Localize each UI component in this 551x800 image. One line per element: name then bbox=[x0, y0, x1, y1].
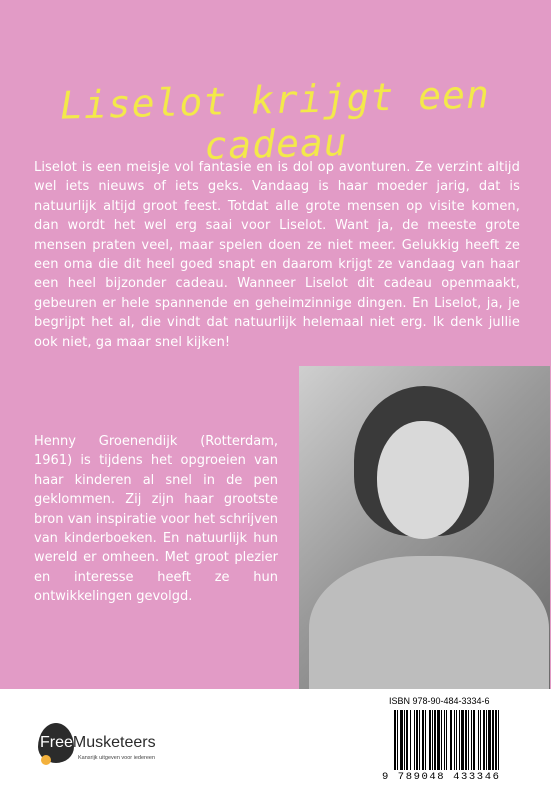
barcode-bar bbox=[456, 710, 457, 770]
book-blurb: Liselot is een meisje vol fantasie en is dol op avonturen. Ze verzint altijd wel iets nieuws of iets geks. Vandaag is haar moeder jarig, dat is natuurlijk altijd groot feest. Totdat alle grote mensen op visite komen, dan wordt het wel erg saai voor Liselot. Want ja, de meeste grote mensen praten veel, maar spelen doen ze niet meer. Gelukkig heeft ze een oma die dit heel goed snapt en daarom krijgt ze vandaag van haar een heel bijzonder cadeau. Wanneer Liselot dit cadeau openmaakt, gebeuren er hele spannende en geheimzinnige dingen. En Liselot, ja, je begrijpt het al, die vindt dat natuurlijk helemaal niet erg. Ik denk jullie ook niet, ga maar snel kijken! bbox=[34, 160, 520, 350]
barcode-bar bbox=[437, 710, 440, 770]
publisher-name-musketeers: Musketeers bbox=[72, 734, 156, 751]
publisher-name-free: Free bbox=[40, 734, 73, 751]
barcode-bar bbox=[406, 710, 408, 770]
barcode-bar bbox=[422, 710, 424, 770]
barcode-bar bbox=[480, 710, 481, 770]
publisher-name bbox=[40, 734, 156, 752]
barcode-bar bbox=[495, 710, 497, 770]
barcode-bar bbox=[471, 710, 472, 770]
barcode-bar bbox=[478, 710, 479, 770]
publisher-tagline: Kansrijk uitgeven voor iedereen bbox=[78, 755, 156, 761]
barcode-bar bbox=[425, 710, 426, 770]
barcode bbox=[382, 696, 542, 794]
barcode-bar bbox=[400, 710, 403, 770]
barcode-bar bbox=[468, 710, 469, 770]
barcode-bar bbox=[419, 710, 420, 770]
barcode-bar bbox=[414, 710, 415, 770]
publisher-dot-icon bbox=[41, 755, 51, 765]
barcode-bar bbox=[444, 710, 445, 770]
book-title: Liselot krijgt een cadeau bbox=[59, 72, 491, 168]
barcode-bar bbox=[486, 710, 487, 770]
barcode-bar bbox=[450, 710, 452, 770]
barcode-bar bbox=[488, 710, 491, 770]
author-photo-body bbox=[309, 556, 549, 689]
barcode-bar bbox=[473, 710, 475, 770]
barcode-bar bbox=[465, 710, 467, 770]
barcode-bar bbox=[498, 710, 499, 770]
barcode-bar bbox=[404, 710, 405, 770]
barcode-bar bbox=[397, 710, 398, 770]
author-photo-face bbox=[377, 421, 469, 539]
barcode-bar bbox=[483, 710, 485, 770]
barcode-bar bbox=[410, 710, 411, 770]
barcode-bar bbox=[461, 710, 464, 770]
barcode-bar bbox=[441, 710, 442, 770]
barcode-bar bbox=[492, 710, 494, 770]
barcode-bar bbox=[434, 710, 436, 770]
author-photo bbox=[299, 366, 550, 689]
barcode-number: 9 789048 433346 bbox=[382, 771, 501, 783]
barcode-bar bbox=[429, 710, 431, 770]
barcode-bar bbox=[446, 710, 447, 770]
barcode-bar bbox=[394, 710, 396, 770]
barcode-bar bbox=[454, 710, 455, 770]
isbn-label: ISBN 978-90-484-3334-6 bbox=[389, 696, 490, 706]
barcode-bar bbox=[459, 710, 460, 770]
barcode-bar bbox=[416, 710, 418, 770]
publisher-logo bbox=[38, 723, 178, 773]
author-bio: Henny Groenendijk (Rotterdam, 1961) is tijdens het opgroeien van haar kinderen al snel in de pen geklommen. Zij zijn haar grootste bron van inspiratie voor het schrijven van kinderboeken. En natuurlijk hun wereld er omheen. Met groot plezier en interesse heeft ze hun ontwikkelingen gevolgd. bbox=[34, 434, 278, 605]
barcode-bars bbox=[394, 710, 536, 770]
barcode-bar bbox=[432, 710, 433, 770]
